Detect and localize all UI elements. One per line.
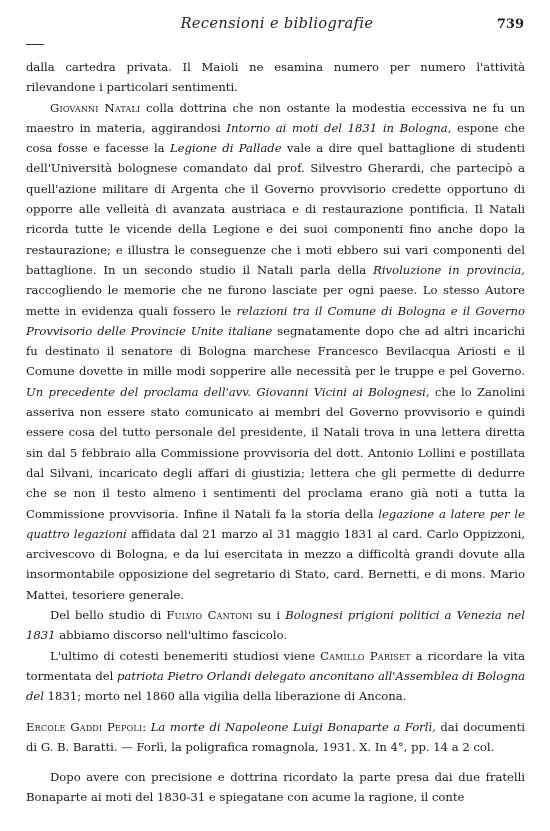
work-title: La morte di Napoleone Luigi Bonaparte a Forlì, [150,719,436,734]
text-run: espone che cosa fosse e facesse la [26,120,526,156]
text-run: su i [252,608,286,623]
running-title: Recensioni e bibliografie [180,16,374,32]
author-name: Fulvio Cantoni [166,608,253,623]
author-name: Giovanni Natali [50,100,141,115]
paragraph-1 [26,98,525,605]
page-header [24,16,530,38]
text-run: colla dottrina che non ostante la modestia eccessiva ne fu un maestro in materia, aggirandosi [26,100,525,135]
paragraph-0-text: dalla cartedra privata. Il Maioli ne esamina numero per numero l'attività rilevandone i particolari sentimenti. [26,60,525,95]
text-run: vale a dire quel battaglione di studenti dell'Università bolognese comandato dal prof. Silvestro Gherardi, che partecipò a quell'azione militare di Argenta che il Governo provvisorio credette opportuno di opporre alle velleità di avanzata austriaca e di restaurazione pontificia. Il Natali ricorda tutte le vicende della Legione e dei suoi componenti fino anche dopo la restaurazione; e illustra le conseguenze che i moti ebbero sui vari componenti del battaglione. In un secondo studio il Natali parla della [26,141,526,277]
author-name: Ercole Gaddi Pepoli [26,719,143,734]
text-run: segnatamente dopo che ad altri incarichi fu destinato il senatore di Bologna marchese Francesco Bevilacqua Ariosti e il Comune dovette in mille modi sopperire alle necessità per le truppe e pel Governo. [26,323,525,379]
section-gap [26,757,525,767]
text-run: 1831; morto nel 1860 alla vigilia della liberazione di Ancona. [44,689,407,704]
work-title: patriota Pietro Orlandi delegato anconitano all'Assemblea di Bologna del [26,668,525,704]
text-run: affidata dal 21 marzo al 31 maggio 1831 al card. Carlo Oppizzoni, arcivescovo di Bologna, e da lui esercitata in mezzo a difficoltà grandi dovute alla insormontabile opposizione del segretario di Stato, card. Bernetti, e di mons. Mario Mattei, tesoriere generale. [26,526,526,602]
work-title: Intorno ai moti del 1831 in Bologna, [226,120,452,135]
page-number: 739 [496,17,524,32]
text-run: Del bello studio di [50,608,167,623]
work-title: legazione a latere per le quattro legazioni [26,506,525,541]
paragraph-3 [26,646,525,707]
paragraph-4 [26,767,525,808]
header-rule [26,44,44,45]
section-gap [26,707,525,717]
author-name: Camillo Pariset [320,648,411,663]
paragraph-0 [26,57,525,98]
text-run: abbiamo discorso nell'ultimo fascicolo. [55,628,288,643]
text-run: raccogliendo le memorie che ne furono lasciate per ogni paese. Lo stesso Autore mette in evidenza quali fossero le [26,283,525,318]
text-run: a ricordare la vita tormentata del [26,648,525,683]
work-title: Un precedente del proclama dell'avv. Giovanni Vicini ai Bolognesi, [26,384,430,399]
paragraph-2 [26,605,525,646]
text-run: : [142,719,151,734]
bibliographic-entry [26,717,525,758]
work-title: Bolognesi prigioni politici a Venezia nel 1831 [26,608,525,643]
text-run: che lo Zanolini asseriva non essere stato comunicato ai membri del Governo provvisorio e quindi essere cosa del tutto personale del presidente, il Natali trova in una lettera diretta sin dal 5 febbraio alla Commissione provvisoria del dott. Antonio Lollini e postillata dal Silvani, incaricato degli affari di giustizia; lettera che gli permette di dedurre che se non il testo almeno i sentimenti del proclama erano già noti a tutta la Commissione provvisoria. Infine il Natali fa la storia della [26,384,525,521]
work-title: relazioni tra il Comune di Bologna e il Governo Provvisorio delle Provincie Unite italiane [26,303,525,338]
work-title: Legione di Pallade [169,141,282,156]
text-run: L'ultimo di cotesti benemeriti studiosi viene [50,648,321,663]
text-run: Dopo avere con precisione e dottrina ricordato la parte presa dai due fratelli Bonaparte ai moti del 1830-31 e spiegatane con acume la ragione, il conte [26,770,525,805]
body-text [26,57,525,808]
work-title: Rivoluzione in provincia, [373,262,525,277]
text-run: dai documenti di G. B. Baratti. — Forlì, la poligrafica romagnola, 1931. X. In 4°, pp. 14 a 2 col. [26,719,525,754]
